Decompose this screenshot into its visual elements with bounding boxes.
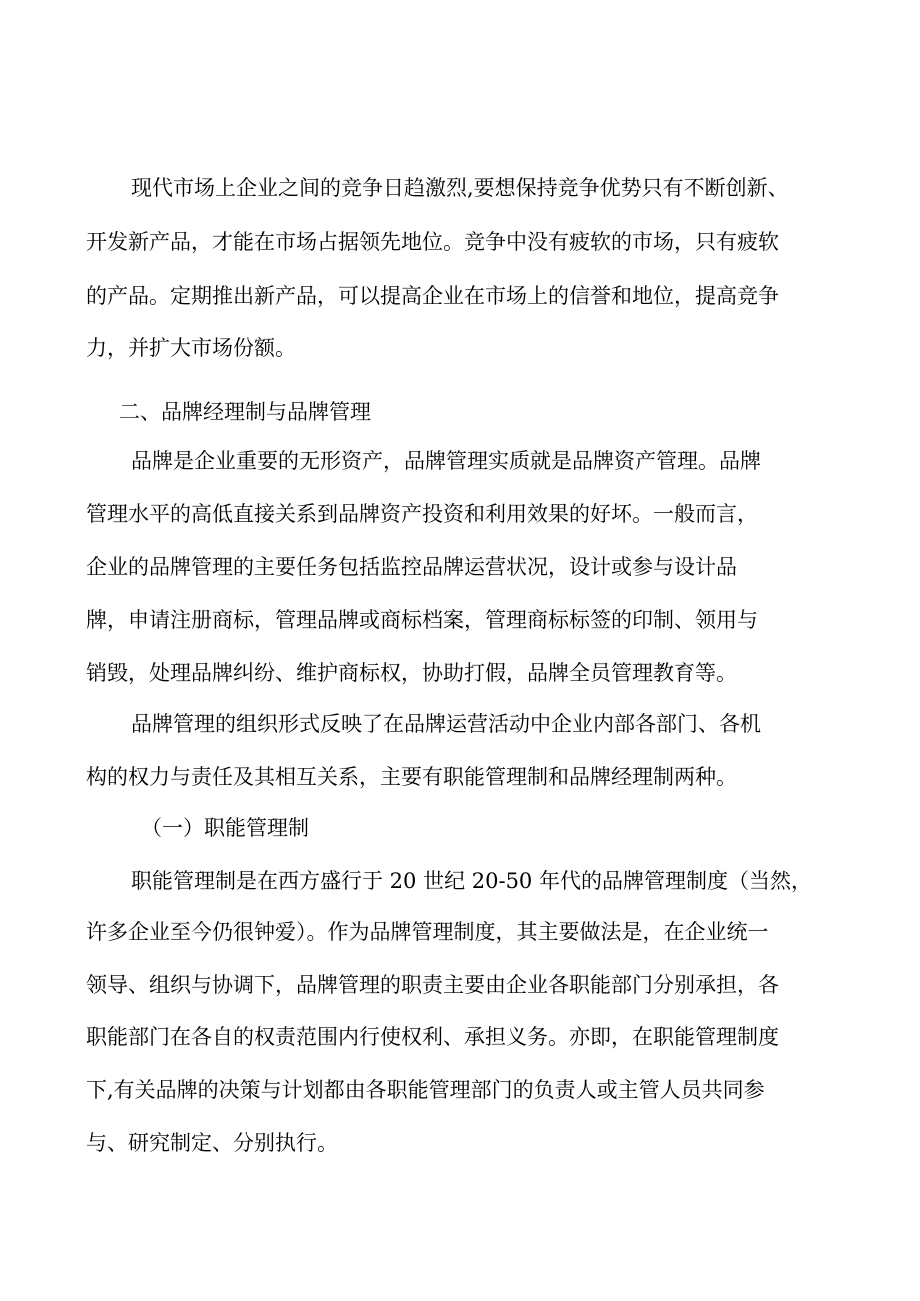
paragraph-4-line-4: 职能部门在各自的权责范围内行使权利、承担义务。亦即，在职能管理制度 <box>86 1025 779 1049</box>
section-heading: 二、品牌经理制与品牌管理 <box>119 400 371 424</box>
paragraph-2-line-3: 企业的品牌管理的主要任务包括监控品牌运营状况，设计或参与设计品 <box>86 555 737 579</box>
paragraph-2-line-2: 管理水平的高低直接关系到品牌资产投资和利用效果的好坏。一般而言， <box>86 502 758 526</box>
paragraph-3-line-2: 构的权力与责任及其相互关系，主要有职能管理制和品牌经理制两种。 <box>86 765 737 789</box>
paragraph-2-line-1: 品牌是企业重要的无形资产，品牌管理实质就是品牌资产管理。品牌 <box>131 449 761 473</box>
paragraph-1-line-2: 开发新产品，才能在市场占据领先地位。竞争中没有疲软的市场，只有疲软 <box>86 230 779 254</box>
subsection-heading: （一）职能管理制 <box>141 816 309 840</box>
paragraph-4-line-1: 职能管理制是在西方盛行于 20 世纪 20-50 年代的品牌管理制度（当然， <box>131 869 812 893</box>
paragraph-2-line-5: 销毁，处理品牌纠纷、维护商标权，协助打假，品牌全员管理教育等。 <box>86 661 737 685</box>
paragraph-2-line-4: 牌，申请注册商标，管理品牌或商标档案，管理商标标签的印制、领用与 <box>86 608 758 632</box>
paragraph-4-line-5: 下,有关品牌的决策与计划都由各职能管理部门的负责人或主管人员共同参 <box>86 1078 765 1102</box>
paragraph-1-line-1: 现代市场上企业之间的竞争日趋激烈,要想保持竞争优势只有不断创新、 <box>131 176 789 200</box>
paragraph-1-line-4: 力，并扩大市场份额。 <box>86 336 296 360</box>
paragraph-4-line-6: 与、研究制定、分别执行。 <box>86 1131 338 1155</box>
paragraph-3-line-1: 品牌管理的组织形式反映了在品牌运营活动中企业内部各部门、各机 <box>131 712 761 736</box>
paragraph-4-line-3: 领导、组织与协调下，品牌管理的职责主要由企业各职能部门分别承担，各 <box>86 973 779 997</box>
paragraph-4-line-2: 许多企业至今仍很钟爱）。作为品牌管理制度，其主要做法是，在企业统一 <box>86 920 769 944</box>
paragraph-1-line-3: 的产品。定期推出新产品，可以提高企业在市场上的信誉和地位，提高竞争 <box>86 284 779 308</box>
